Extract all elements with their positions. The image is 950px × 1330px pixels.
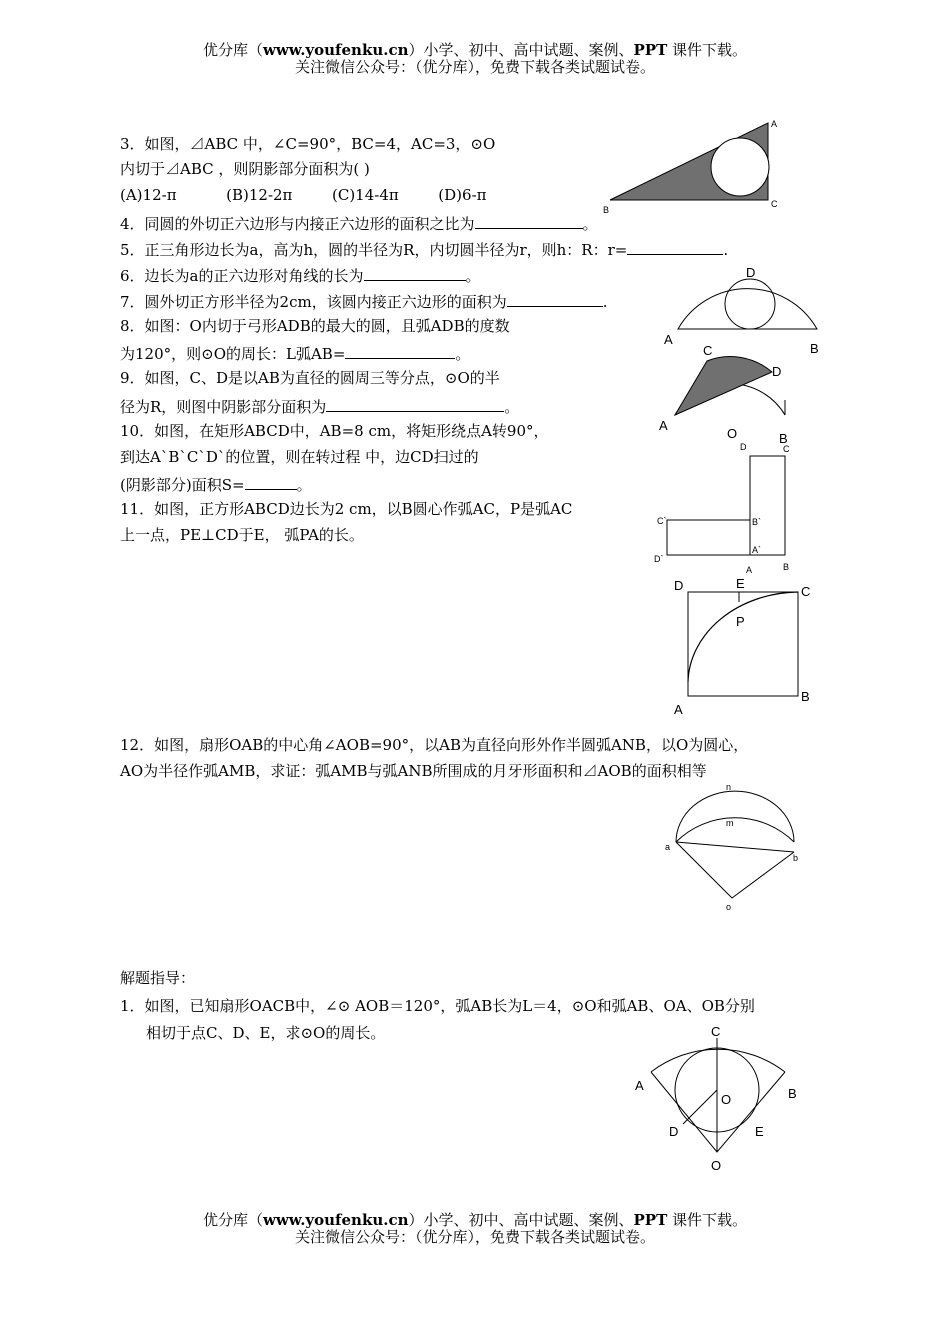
fig3-label-a: A xyxy=(771,119,778,129)
q3-options xyxy=(120,185,487,205)
q5-line: 5．正三角形边长为a，高为h，圆的半径为R，内切圆半径为r，则h：R：r= . xyxy=(120,238,728,260)
guide-title: 解题指导： xyxy=(120,969,196,987)
fig11-label-e: E xyxy=(736,576,745,591)
guide-label-a: A xyxy=(635,1078,644,1093)
q12-line2: AO为半径作弧AMB，求证：弧AMB与弧ANB所围成的月牙形面积和⊿AOB的面积相等 xyxy=(120,762,707,780)
q3-option-b: (B)12-2π xyxy=(226,186,293,204)
fig12-arc-amb xyxy=(676,818,794,842)
fig11-square xyxy=(688,592,798,696)
fig3-label-c: C xyxy=(771,199,778,209)
q9-line2: 径为R，则图中阴影部分面积为 。 xyxy=(120,395,519,417)
fig11-label-c: C xyxy=(801,584,811,599)
fig12-label-o: o xyxy=(726,902,732,912)
fig10-label-c: C xyxy=(783,444,790,454)
q10-line1: 10．如图，在矩形ABCD中，AB=8 cm，将矩形绕点A转90°， xyxy=(120,422,549,440)
q8-blank[interactable] xyxy=(345,342,455,359)
fig10-rotated-rectangle xyxy=(667,520,750,555)
guide-label-o-center: O xyxy=(721,1092,732,1107)
q6-blank[interactable] xyxy=(364,264,466,281)
guide-label-c: C xyxy=(711,1024,721,1039)
q9-line1: 9．如图，C、D是以AB为直径的圆周三等分点，⊙O的半 xyxy=(120,369,500,387)
fig10-label-a1: A` xyxy=(752,545,761,555)
fig9-semicircle-diagram xyxy=(655,340,805,445)
guide-label-d: D xyxy=(669,1124,679,1139)
fig10-label-a: A xyxy=(746,565,753,575)
fig12-label-b: b xyxy=(793,853,799,863)
fig10-label-b: B xyxy=(783,562,790,572)
q12-line1: 12．如图，扇形OAB的中心角∠AOB=90°，以AB为直径向形外作半圆弧ANB，以O为圆心， xyxy=(120,736,749,754)
q11-line1: 11．如图，正方形ABCD边长为2 cm，以B圆心作弧AC，P是弧AC xyxy=(120,500,573,518)
fig11-arc xyxy=(688,592,798,682)
guide-p1-line1: 1．如图，已知扇形OACB中，∠⊙ AOB＝120°，弧AB长为L＝4，⊙O和弧AB、OA、OB分别 xyxy=(120,997,755,1015)
fig8-circle xyxy=(725,279,775,329)
fig3-incircle xyxy=(711,138,769,196)
fig8-label-a: A xyxy=(664,332,673,347)
fig9-label-d: D xyxy=(772,364,782,379)
fig10-label-d1: D` xyxy=(654,554,664,564)
fig12-label-a: a xyxy=(665,842,671,852)
footer-line-1: 优分库（www.youfenku.cn）小学、初中、高中试题、案例、PPT 课件下载。 xyxy=(202,1211,748,1229)
q3-line2: 内切于⊿ABC ，则阴影部分面积为( ) xyxy=(120,160,370,178)
q8-line1: 8．如图：O内切于弓形ADB的最大的圆，且弧ADB的度数 xyxy=(120,317,510,335)
q3-option-c: (C)14-4π xyxy=(331,186,399,204)
fig12-arc-anb xyxy=(676,791,794,842)
q3-option-a: (A)12-π xyxy=(120,186,177,204)
fig11-square-diagram xyxy=(668,572,818,720)
header-line-1: 优分库（www.youfenku.cn）小学、初中、高中试题、案例、PPT 课件下载。 xyxy=(202,41,748,59)
q10-blank[interactable] xyxy=(245,473,297,490)
q8-line2: 为120°，则⊙O的周长：L弧AB= 。 xyxy=(120,342,470,364)
fig9-label-o: O xyxy=(727,426,738,441)
page-header xyxy=(0,42,950,76)
q9-blank[interactable] xyxy=(326,395,504,412)
fig3-label-b: B xyxy=(603,205,610,215)
fig12-lune-diagram xyxy=(660,780,810,915)
q4-blank[interactable] xyxy=(475,212,583,229)
fig10-rectangle-diagram xyxy=(650,440,800,575)
fig8-label-d: D xyxy=(746,265,756,280)
fig11-label-a: A xyxy=(674,702,683,717)
fig8-label-b: B xyxy=(810,341,819,356)
fig10-label-b1: B` xyxy=(752,517,761,527)
q5-blank[interactable] xyxy=(627,238,723,255)
q7-blank[interactable] xyxy=(507,290,603,307)
fig9-label-a: A xyxy=(659,418,668,433)
header-line-2: 关注微信公众号：（优分库），免费下载各类试题试卷。 xyxy=(294,58,655,76)
guide-sector-diagram xyxy=(625,1020,810,1180)
guide-radius-od xyxy=(683,1090,717,1124)
fig10-rectangle xyxy=(750,456,785,555)
fig9-label-b: B xyxy=(779,431,788,446)
fig3-triangle-diagram xyxy=(600,115,790,215)
page-footer xyxy=(0,1212,950,1246)
fig12-label-n: n xyxy=(726,782,732,792)
fig10-label-c1: C` xyxy=(657,516,667,526)
q7-line: 7．圆外切正方形半径为2cm，该圆内接正六边形的面积为 . xyxy=(120,290,608,312)
footer-line-2: 关注微信公众号：（优分库），免费下载各类试题试卷。 xyxy=(294,1228,655,1246)
guide-label-o-vertex: O xyxy=(711,1158,722,1173)
q6-line: 6．边长为a的正六边形对角线的长为 。 xyxy=(120,264,481,286)
fig9-label-c: C xyxy=(703,343,713,358)
guide-sector-sides xyxy=(651,1072,785,1152)
guide-label-e: E xyxy=(755,1124,764,1139)
fig11-label-p: P xyxy=(736,614,745,629)
fig12-label-m: m xyxy=(726,818,734,828)
q3-line1: 3．如图，⊿ABC 中，∠C=90°，BC=4，AC=3，⊙O xyxy=(120,135,496,153)
fig11-label-d: D xyxy=(674,578,684,593)
q4-line: 4．同圆的外切正六边形与内接正六边形的面积之比为 。 xyxy=(120,212,598,234)
fig12-chord-ab xyxy=(676,842,794,852)
q11-line2: 上一点，PE⊥CD于E， 弧PA的长。 xyxy=(120,526,364,544)
guide-label-b: B xyxy=(788,1086,797,1101)
fig10-label-d: D xyxy=(740,442,747,452)
fig11-label-b: B xyxy=(801,689,810,704)
q10-line3: (阴影部分)面积S= 。 xyxy=(120,473,312,495)
q3-option-d: (D)6-π xyxy=(438,186,487,204)
fig8-segment xyxy=(678,289,817,329)
guide-arc-ab xyxy=(651,1049,785,1072)
guide-p1-line2: 相切于点C、D、E，求⊙O的周长。 xyxy=(146,1024,386,1042)
q10-line2: 到达A`B`C`D`的位置，则在转过程 中，边CD扫过的 xyxy=(120,448,479,466)
fig9-shaded-region xyxy=(675,357,772,415)
